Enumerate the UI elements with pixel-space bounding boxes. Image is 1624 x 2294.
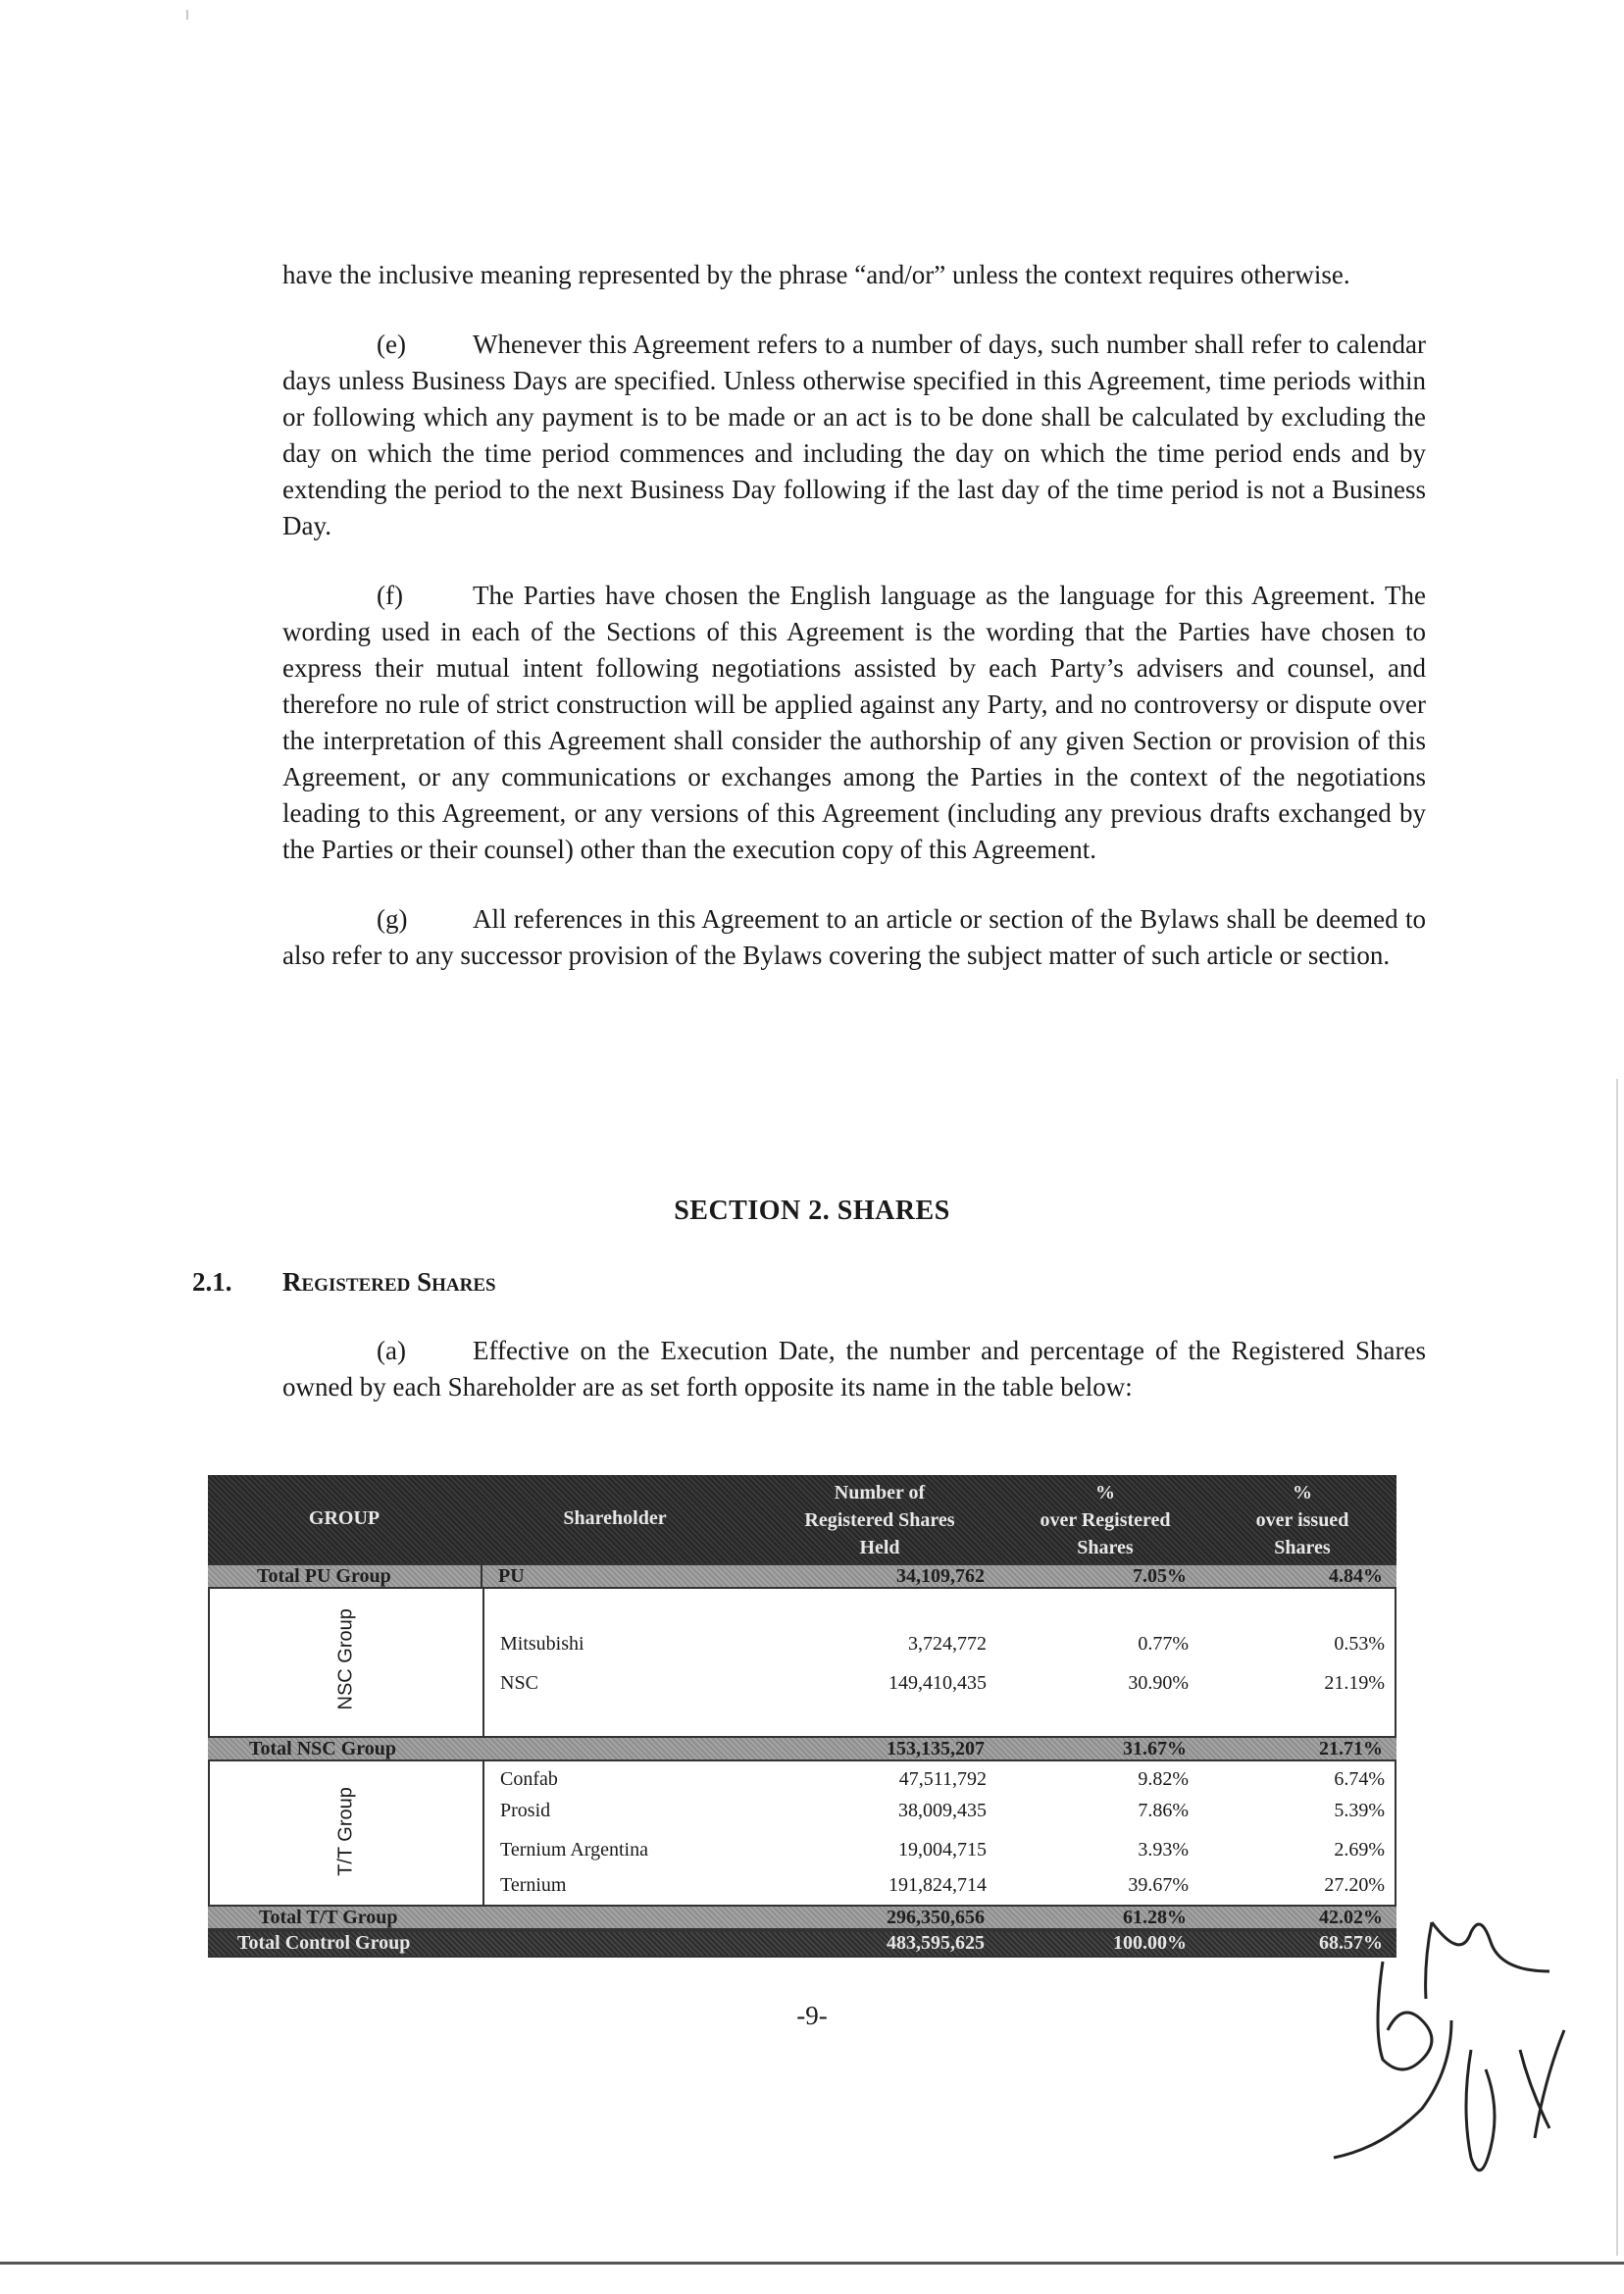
paragraph-e (282, 327, 1426, 544)
scan-edge (1616, 1079, 1618, 2256)
tt-group-block (208, 1761, 1396, 1905)
paragraph-e-text: Whenever this Agreement refers to a number of days, such number shall refer to calendar days unless Business Days are specified. Unless otherwise specified in this Agreement, time periods within or following which any payment is to be made or an act is to be done shall be calculated by excluding the day on which the time period commences and including the day on which the time period ends and by extending the period to the next Business Day following if the last day of the time period is not a Business Day. (282, 330, 1426, 540)
table-row: Prosid 38,009,435 7.86% 5.39% (500, 1800, 1385, 1821)
table-header (208, 1475, 1396, 1563)
shares-table (208, 1475, 1396, 1960)
paragraph-f (282, 578, 1426, 868)
paragraph-g-label: (g) (377, 904, 408, 934)
total-pu-shareholder: PU (498, 1565, 525, 1587)
table-row: Ternium Argentina 19,004,715 3.93% 2.69% (500, 1839, 1385, 1861)
total-tt-label: Total T/T Group (259, 1907, 398, 1928)
total-control-row (208, 1930, 1396, 1958)
total-nsc-pct-reg: 31.67% (1123, 1738, 1187, 1759)
page-number: -9- (796, 2001, 828, 2030)
total-nsc-row (208, 1736, 1396, 1761)
total-pu-pct-issued: 4.84% (1329, 1565, 1383, 1587)
header-shareholder: Shareholder (563, 1507, 667, 1529)
paragraph-a-text: Effective on the Execution Date, the number and percentage of the Registered Shares owned by each Shareholder are as set forth opposite its name in the table below: (282, 1336, 1426, 1402)
total-tt-row (208, 1905, 1396, 1930)
header-pct-issued: % over issued Shares (1255, 1482, 1349, 1558)
paragraph-a-label: (a) (377, 1336, 406, 1365)
total-tt-pct-issued: 42.02% (1319, 1907, 1383, 1928)
total-pu-row (208, 1563, 1396, 1589)
header-pct-registered: % over Registered Shares (1040, 1482, 1171, 1558)
total-pu-shares: 34,109,762 (896, 1565, 985, 1587)
handwritten-initials (1304, 1903, 1599, 2197)
total-pu-label: Total PU Group (257, 1565, 391, 1587)
total-nsc-label: Total NSC Group (249, 1738, 397, 1759)
page-bottom-edge (0, 2262, 1624, 2265)
paragraph-f-text: The Parties have chosen the English language as the language for this Agreement. The wording used in each of the Sections of this Agreement is the wording that the Parties have chosen to express their mutual intent following negotiations assisted by each Party’s advisers and counsel, and therefore no rule of strict construction will be applied against any Party, and no controversy or dispute over the interpretation of this Agreement shall consider the authorship of any given Section or provision of this Agreement, or any communications or exchanges among the Parties in the context of the negotiations leading to this Agreement, or any versions of this Agreement (including any previous drafts exchanged by the Parties or their counsel) other than the execution copy of this Agreement. (282, 581, 1426, 864)
total-control-label: Total Control Group (237, 1932, 411, 1954)
total-control-pct-issued: 68.57% (1319, 1932, 1383, 1954)
table-row: Ternium 191,824,714 39.67% 27.20% (500, 1874, 1385, 1896)
table-row: Mitsubishi 3,724,772 0.77% 0.53% (500, 1633, 1385, 1655)
tt-group-label: T/T Group (334, 1787, 357, 1876)
scan-mark (186, 10, 188, 20)
paragraph-f-label: (f) (377, 581, 403, 610)
total-tt-pct-reg: 61.28% (1123, 1907, 1187, 1928)
subsection-number: 2.1. (192, 1267, 232, 1297)
paragraph-g-text: All references in this Agreement to an article or section of the Bylaws shall be deemed to also refer to any successor provision of the Bylaws covering the subject matter of such article or section. (282, 904, 1426, 970)
nsc-group-block (208, 1589, 1396, 1736)
paragraph-g (282, 901, 1426, 974)
header-group: GROUP (308, 1507, 381, 1529)
total-tt-shares: 296,350,656 (887, 1907, 985, 1928)
table-row: Confab 47,511,792 9.82% 6.74% (500, 1768, 1385, 1790)
section-heading: SECTION 2. SHARES (674, 1196, 950, 1226)
total-control-shares: 483,595,625 (887, 1932, 985, 1954)
subsection-heading (192, 1267, 496, 1298)
subsection-title: Registered Shares (282, 1267, 496, 1297)
total-control-pct-reg: 100.00% (1113, 1932, 1187, 1954)
header-shares: Number of Registered Shares Held (804, 1482, 955, 1558)
paragraph-a (282, 1333, 1426, 1405)
table-row: NSC 149,410,435 30.90% 21.19% (500, 1672, 1385, 1694)
total-pu-pct-reg: 7.05% (1133, 1565, 1187, 1587)
paragraph-e-label: (e) (377, 330, 406, 359)
total-nsc-shares: 153,135,207 (887, 1738, 985, 1759)
paragraph-continuation: have the inclusive meaning represented by the phrase “and/or” unless the context requires otherwise. (282, 260, 1350, 289)
total-nsc-pct-issued: 21.71% (1319, 1738, 1383, 1759)
body-text (282, 257, 1426, 1007)
nsc-group-label: NSC Group (334, 1608, 357, 1710)
